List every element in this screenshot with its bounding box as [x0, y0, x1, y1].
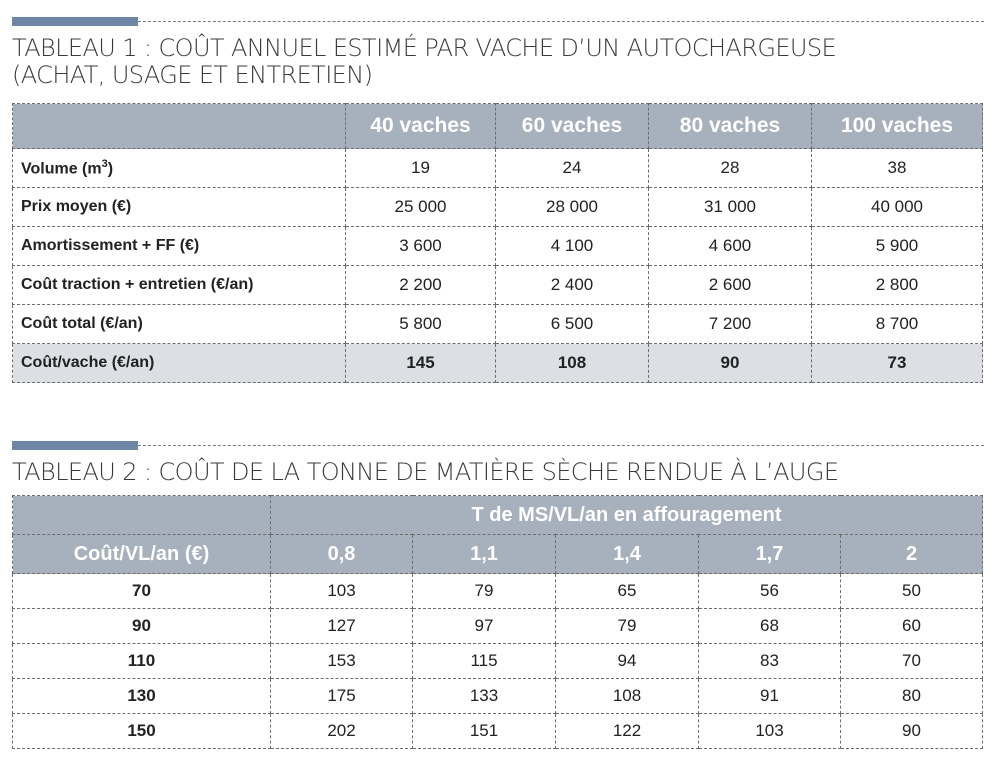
row-label: Coût traction + entretien (€/an): [13, 266, 346, 305]
table2-title: TABLEAU 2 : COÛT DE LA TONNE DE MATIÈRE SÈCHE RENDUE À L’AUGE: [12, 458, 839, 486]
table2-col-header: 1,4: [556, 535, 699, 574]
table-cell: 5 900: [812, 227, 983, 266]
table-cell: 40 000: [812, 188, 983, 227]
row-label: Amortissement + FF (€): [13, 227, 346, 266]
table-cell: 145: [346, 344, 496, 383]
table-cell: 28 000: [496, 188, 649, 227]
table1-title-line2: (ACHAT, USAGE ET ENTRETIEN): [12, 61, 373, 89]
row-label: 70: [13, 574, 271, 609]
table2-group-header: T de MS/VL/an en affouragement: [271, 496, 983, 535]
table-cell: 65: [556, 574, 699, 609]
table-cell: 25 000: [346, 188, 496, 227]
table-row: [13, 188, 983, 227]
table-row: [13, 305, 983, 344]
table-cell: 31 000: [649, 188, 812, 227]
table-cell: 8 700: [812, 305, 983, 344]
table-row: [13, 679, 983, 714]
table2-header-empty: [13, 496, 271, 535]
table-row-total: [13, 344, 983, 383]
table-cell: 50: [841, 574, 983, 609]
table-cell: 97: [413, 609, 556, 644]
table1-accent-bar: [12, 17, 138, 26]
table-cell: 6 500: [496, 305, 649, 344]
table-cell: 68: [699, 609, 841, 644]
table1-col-header: 60 vaches: [496, 104, 649, 149]
table-cell: 73: [812, 344, 983, 383]
table-cell: 108: [556, 679, 699, 714]
table-cell: 3 600: [346, 227, 496, 266]
table-cell: 175: [271, 679, 413, 714]
table-cell: 80: [841, 679, 983, 714]
row-label: Coût/vache (€/an): [13, 344, 346, 383]
table-row: [13, 609, 983, 644]
row-label: Prix moyen (€): [13, 188, 346, 227]
table-cell: 5 800: [346, 305, 496, 344]
table-cell: 122: [556, 714, 699, 749]
row-label: Volume $(m^3)$: [13, 149, 346, 188]
table-cell: 38: [812, 149, 983, 188]
table-cell: 108: [496, 344, 649, 383]
table-cell: 19: [346, 149, 496, 188]
table-cell: 153: [271, 644, 413, 679]
table2-col-header: 1,1: [413, 535, 556, 574]
table-cell: 83: [699, 644, 841, 679]
table-cell: 79: [556, 609, 699, 644]
table-cell: 94: [556, 644, 699, 679]
table2-accent-bar: [12, 441, 138, 450]
table-cell: 2 400: [496, 266, 649, 305]
table1-header-row: [13, 104, 983, 149]
table-cell: 56: [699, 574, 841, 609]
table2-col-header: 2: [841, 535, 983, 574]
table1: [12, 103, 983, 383]
table-cell: 70: [841, 644, 983, 679]
table1-col-header: 100 vaches: [812, 104, 983, 149]
table1-header-empty: [13, 104, 346, 149]
table-cell: 127: [271, 609, 413, 644]
table2-col-header: 1,7: [699, 535, 841, 574]
table-cell: 2 600: [649, 266, 812, 305]
table-cell: 90: [649, 344, 812, 383]
row-label: Coût total (€/an): [13, 305, 346, 344]
table1-col-header: 80 vaches: [649, 104, 812, 149]
table-cell: 4 600: [649, 227, 812, 266]
row-label: 110: [13, 644, 271, 679]
table-cell: 24: [496, 149, 649, 188]
table-cell: 79: [413, 574, 556, 609]
table-cell: 90: [841, 714, 983, 749]
table2-row-header: Coût/VL/an (€): [13, 535, 271, 574]
table2-top-rule: [138, 445, 984, 446]
table-cell: 103: [271, 574, 413, 609]
table2-group-header-row: [13, 496, 983, 535]
table-cell: 103: [699, 714, 841, 749]
table-cell: 151: [413, 714, 556, 749]
table2-header-row: [13, 535, 983, 574]
table-cell: 28: [649, 149, 812, 188]
table-row: [13, 227, 983, 266]
table2-col-header: 0,8: [271, 535, 413, 574]
table-row: [13, 149, 983, 188]
table-cell: 2 200: [346, 266, 496, 305]
table-cell: 7 200: [649, 305, 812, 344]
table1-col-header: 40 vaches: [346, 104, 496, 149]
table-row: [13, 574, 983, 609]
table-cell: 4 100: [496, 227, 649, 266]
table-row: [13, 714, 983, 749]
table-cell: 115: [413, 644, 556, 679]
table-row: [13, 644, 983, 679]
row-label: 150: [13, 714, 271, 749]
table1-title-line1: TABLEAU 1 : COÛT ANNUEL ESTIMÉ PAR VACHE D’UN AUTOCHARGEUSE: [12, 34, 837, 62]
table-cell: 91: [699, 679, 841, 714]
table-cell: 60: [841, 609, 983, 644]
table-row: [13, 266, 983, 305]
table2: [12, 495, 983, 749]
table-cell: 2 800: [812, 266, 983, 305]
table1-top-rule: [138, 21, 984, 22]
table-cell: 202: [271, 714, 413, 749]
row-label: 130: [13, 679, 271, 714]
row-label: 90: [13, 609, 271, 644]
table-cell: 133: [413, 679, 556, 714]
